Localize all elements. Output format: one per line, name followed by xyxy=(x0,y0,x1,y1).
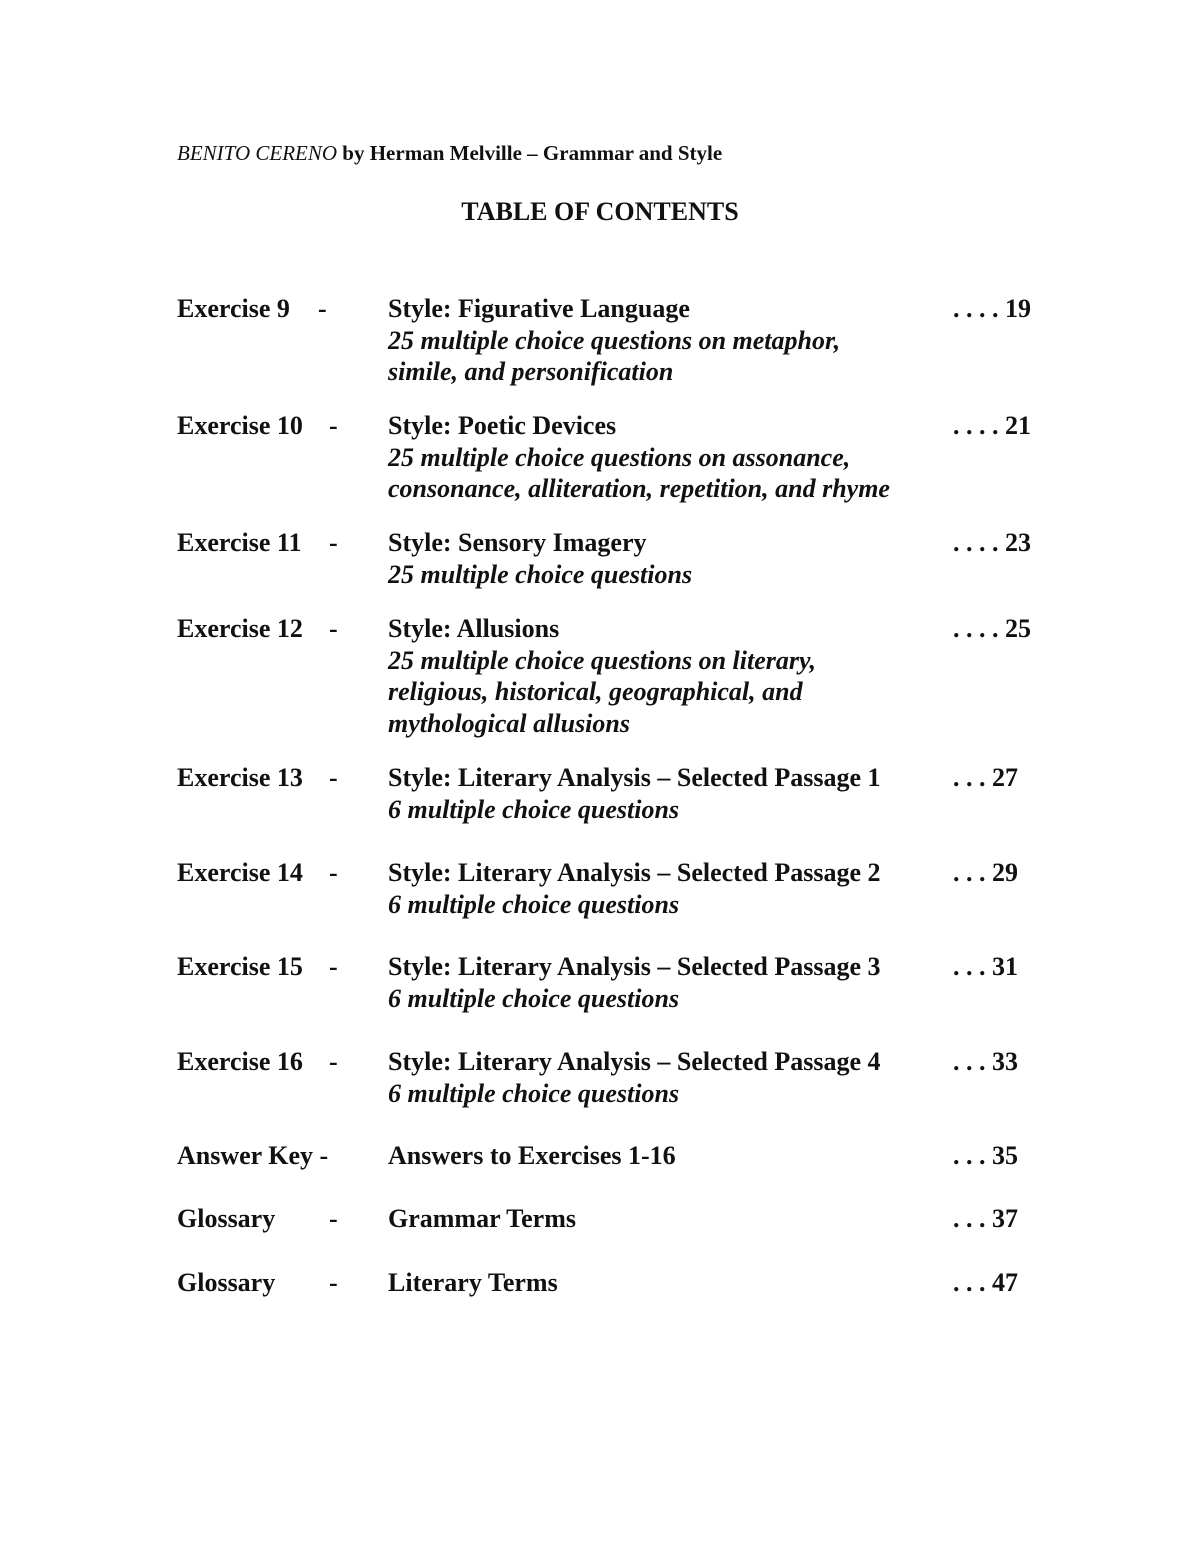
toc-dash: - xyxy=(329,763,338,792)
toc-description-line: 25 multiple choice questions on metaphor, xyxy=(388,325,841,355)
toc-description-line: religious, historical, geographical, and xyxy=(388,677,803,706)
toc-description-line: 6 multiple choice questions xyxy=(388,794,680,824)
toc-description-line: mythological allusions xyxy=(388,708,630,738)
toc-description-line: consonance, alliteration, repetition, and rhyme xyxy=(388,474,890,503)
toc-label: Exercise 12 xyxy=(177,614,303,643)
toc-heading: Style: Sensory Imagery xyxy=(388,528,647,557)
toc-label: Glossary xyxy=(177,1204,276,1233)
toc-body xyxy=(388,1140,938,1172)
toc-label: Exercise 9 xyxy=(177,294,290,323)
toc-page-number: . . . . 23 xyxy=(953,528,1031,557)
toc-description-line: 25 multiple choice questions on literary, xyxy=(388,645,817,675)
toc-description-line: simile, and personification xyxy=(388,357,674,386)
toc-description xyxy=(388,442,938,505)
toc-description-line: 6 multiple choice questions xyxy=(388,983,680,1013)
toc-page-number: . . . 29 xyxy=(953,858,1018,887)
toc-dash: - xyxy=(329,528,338,557)
header-byline: by Herman Melville – Grammar and Style xyxy=(337,141,723,165)
toc-page-number: . . . 31 xyxy=(953,952,1018,981)
toc-body xyxy=(388,613,938,739)
toc-heading: Style: Allusions xyxy=(388,614,560,643)
toc-heading: Style: Literary Analysis – Selected Passage 1 xyxy=(388,763,881,792)
toc-heading: Style: Literary Analysis – Selected Passage 2 xyxy=(388,858,881,887)
toc-heading: Style: Figurative Language xyxy=(388,294,690,323)
toc-heading: Style: Literary Analysis – Selected Passage 4 xyxy=(388,1047,881,1076)
toc-page-number: . . . . 19 xyxy=(953,294,1031,323)
toc-dash: - xyxy=(329,411,338,440)
toc-heading: Grammar Terms xyxy=(388,1204,576,1233)
toc-label: Exercise 14 xyxy=(177,858,303,887)
toc-body xyxy=(388,951,938,1014)
toc-description xyxy=(388,325,938,388)
toc-heading: Style: Literary Analysis – Selected Passage 3 xyxy=(388,952,881,981)
toc-dash: - xyxy=(329,1047,338,1076)
toc-body xyxy=(388,1046,938,1109)
toc-body xyxy=(388,527,938,590)
toc-label: Exercise 11 xyxy=(177,528,302,557)
toc-page-number: . . . 37 xyxy=(953,1204,1018,1233)
toc-body xyxy=(388,762,938,825)
toc-description xyxy=(388,889,938,921)
toc-dash: - xyxy=(329,1268,338,1297)
toc-body xyxy=(388,1203,938,1235)
running-header xyxy=(177,141,722,166)
toc-page-number: . . . 27 xyxy=(953,763,1018,792)
toc-description xyxy=(388,645,938,740)
toc-label: Exercise 13 xyxy=(177,763,303,792)
toc-heading: Answers to Exercises 1-16 xyxy=(388,1141,676,1170)
toc-label: Exercise 10 xyxy=(177,411,303,440)
toc-page-number: . . . 35 xyxy=(953,1141,1018,1170)
toc-dash: - xyxy=(329,952,338,981)
toc-body xyxy=(388,1267,938,1299)
book-title: BENITO CERENO xyxy=(177,141,338,165)
toc-description xyxy=(388,1078,938,1110)
toc-description xyxy=(388,559,938,591)
toc-heading: Style: Poetic Devices xyxy=(388,411,617,440)
toc-dash: - xyxy=(329,614,338,643)
toc-body xyxy=(388,293,938,388)
toc-label: Exercise 15 xyxy=(177,952,303,981)
toc-dash: - xyxy=(318,294,327,323)
toc-body xyxy=(388,857,938,920)
toc-description-line: 25 multiple choice questions on assonance, xyxy=(388,442,851,472)
toc-dash: - xyxy=(329,1204,338,1233)
toc-description-line: 6 multiple choice questions xyxy=(388,1078,680,1108)
toc-description-line: 25 multiple choice questions xyxy=(388,559,693,589)
toc-heading: Literary Terms xyxy=(388,1268,558,1297)
toc-page-number: . . . 47 xyxy=(953,1268,1018,1297)
toc-description xyxy=(388,983,938,1015)
toc-dash: - xyxy=(329,858,338,887)
toc-description xyxy=(388,794,938,826)
toc-label: Answer Key - xyxy=(177,1141,329,1170)
toc-label: Exercise 16 xyxy=(177,1047,303,1076)
page-title: TABLE OF CONTENTS xyxy=(461,197,739,226)
toc-body xyxy=(388,410,938,505)
toc-label: Glossary xyxy=(177,1268,276,1297)
toc-page-number: . . . 33 xyxy=(953,1047,1018,1076)
toc-page-number: . . . . 21 xyxy=(953,411,1031,440)
toc-page-number: . . . . 25 xyxy=(953,614,1031,643)
toc-description-line: 6 multiple choice questions xyxy=(388,889,680,919)
